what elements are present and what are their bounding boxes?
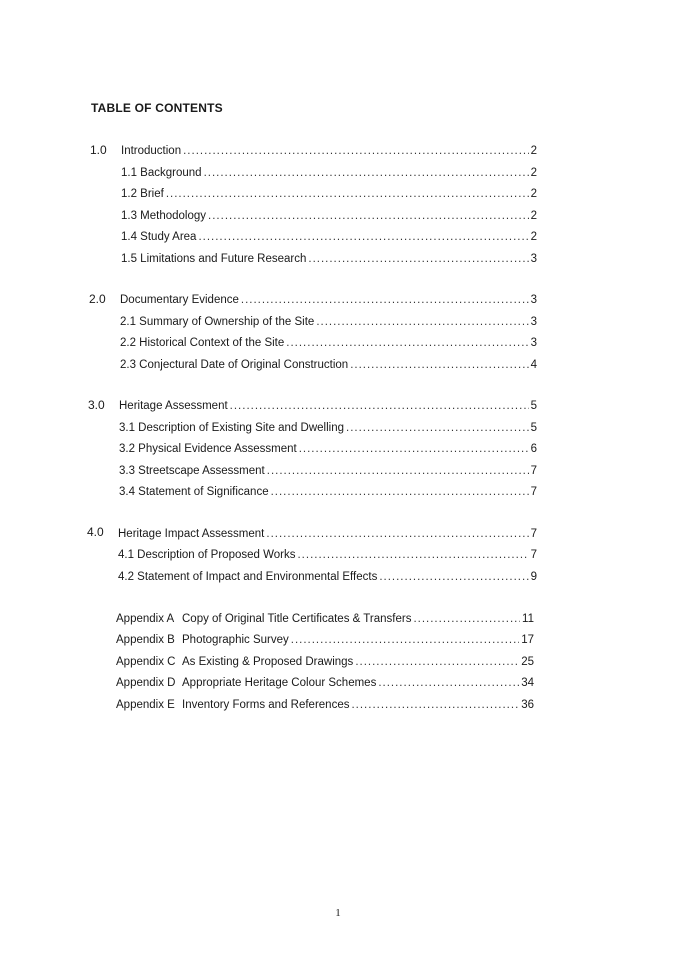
appendix-id: Appendix D bbox=[116, 677, 176, 689]
toc-entry-sub[interactable] bbox=[119, 463, 537, 479]
toc-entry-page: 3 bbox=[530, 253, 537, 265]
leader-dots bbox=[271, 484, 529, 500]
toc-entry-label: 2.1 Summary of Ownership of the Site bbox=[120, 316, 315, 328]
toc-entry-page: 2 bbox=[530, 188, 537, 200]
toc-entry-appendix[interactable] bbox=[116, 611, 534, 627]
toc-entry-label: Appropriate Heritage Colour Schemes bbox=[182, 677, 377, 689]
leader-dots bbox=[166, 186, 529, 202]
leader-dots bbox=[378, 675, 519, 691]
leader-dots bbox=[241, 292, 529, 308]
section-number: 1.0 bbox=[90, 143, 107, 157]
leader-dots bbox=[183, 143, 528, 159]
toc-entry-sub[interactable] bbox=[119, 484, 537, 500]
appendix-id: Appendix A bbox=[116, 613, 175, 625]
toc-entry-sub[interactable] bbox=[121, 208, 537, 224]
toc-entry-section[interactable] bbox=[121, 143, 537, 159]
toc-entry-label: 3.1 Description of Existing Site and Dwelling bbox=[119, 422, 345, 434]
toc-entry-sub[interactable] bbox=[121, 251, 537, 267]
toc-entry-page: 6 bbox=[530, 443, 537, 455]
toc-entry-page: 2 bbox=[530, 167, 537, 179]
toc-entry-page: 7 bbox=[530, 486, 537, 498]
toc-entry-label: Inventory Forms and References bbox=[182, 699, 350, 711]
toc-entry-sub[interactable] bbox=[120, 357, 537, 373]
toc-entry-label: Photographic Survey bbox=[182, 634, 289, 646]
leader-dots bbox=[346, 420, 529, 436]
toc-entry-label: 1.4 Study Area bbox=[121, 231, 197, 243]
toc-entry-page: 4 bbox=[530, 359, 537, 371]
toc-entry-label: Introduction bbox=[121, 145, 182, 157]
toc-entry-page: 25 bbox=[521, 656, 534, 668]
toc-entry-sub[interactable] bbox=[120, 314, 537, 330]
toc-entry-page: 7 bbox=[530, 549, 537, 561]
toc-entry-sub[interactable] bbox=[121, 186, 537, 202]
toc-entry-page: 9 bbox=[530, 571, 537, 583]
section-number: 3.0 bbox=[88, 398, 105, 412]
toc-entry-label: 1.2 Brief bbox=[121, 188, 164, 200]
leader-dots bbox=[413, 611, 520, 627]
appendix-id: Appendix E bbox=[116, 699, 175, 711]
toc-entry-sub[interactable] bbox=[119, 420, 537, 436]
toc-entry-sub[interactable] bbox=[121, 229, 537, 245]
toc-entry-page: 5 bbox=[530, 400, 537, 412]
toc-entry-label: Documentary Evidence bbox=[120, 294, 239, 306]
toc-entry-label: Copy of Original Title Certificates & Transfers bbox=[182, 613, 412, 625]
toc-entry-appendix[interactable] bbox=[116, 654, 534, 670]
toc-entry-label: 4.2 Statement of Impact and Environmental Effects bbox=[118, 571, 378, 583]
leader-dots bbox=[355, 654, 519, 670]
toc-entry-appendix[interactable] bbox=[116, 697, 534, 713]
leader-dots bbox=[266, 526, 528, 542]
toc-entry-label: 1.5 Limitations and Future Research bbox=[121, 253, 307, 265]
leader-dots bbox=[286, 335, 528, 351]
leader-dots bbox=[308, 251, 528, 267]
toc-entry-page: 2 bbox=[530, 231, 537, 243]
appendix-id: Appendix C bbox=[116, 656, 176, 668]
toc-entry-page: 17 bbox=[521, 634, 534, 646]
section-number: 2.0 bbox=[89, 292, 106, 306]
leader-dots bbox=[316, 314, 528, 330]
leader-dots bbox=[299, 441, 529, 457]
leader-dots bbox=[198, 229, 528, 245]
toc-entry-sub[interactable] bbox=[121, 165, 537, 181]
toc-entry-section[interactable] bbox=[118, 526, 537, 542]
leader-dots bbox=[351, 697, 519, 713]
toc-entry-page: 2 bbox=[530, 145, 537, 157]
toc-entry-label: 2.2 Historical Context of the Site bbox=[120, 337, 285, 349]
leader-dots bbox=[204, 165, 529, 181]
toc-entry-label: Heritage Assessment bbox=[119, 400, 228, 412]
toc-entry-appendix[interactable] bbox=[116, 632, 534, 648]
toc-entry-label: 4.1 Description of Proposed Works bbox=[118, 549, 296, 561]
toc-entry-page: 3 bbox=[530, 316, 537, 328]
leader-dots bbox=[230, 398, 529, 414]
page-number: 1 bbox=[335, 907, 341, 919]
toc-title: TABLE OF CONTENTS bbox=[91, 101, 223, 115]
leader-dots bbox=[208, 208, 529, 224]
toc-entry-page: 2 bbox=[530, 210, 537, 222]
toc-entry-section[interactable] bbox=[119, 398, 537, 414]
toc-entry-label: As Existing & Proposed Drawings bbox=[182, 656, 354, 668]
toc-entry-page: 5 bbox=[530, 422, 537, 434]
toc-entry-label: 2.3 Conjectural Date of Original Construction bbox=[120, 359, 349, 371]
toc-entry-sub[interactable] bbox=[120, 335, 537, 351]
toc-entry-label: 1.3 Methodology bbox=[121, 210, 207, 222]
leader-dots bbox=[291, 632, 519, 648]
toc-entry-sub[interactable] bbox=[119, 441, 537, 457]
toc-entry-page: 7 bbox=[530, 528, 537, 540]
toc-entry-label: 3.4 Statement of Significance bbox=[119, 486, 269, 498]
section-number: 4.0 bbox=[87, 525, 104, 539]
toc-entry-label: 1.1 Background bbox=[121, 167, 202, 179]
leader-dots bbox=[297, 547, 528, 563]
leader-dots bbox=[267, 463, 529, 479]
toc-entry-label: 3.2 Physical Evidence Assessment bbox=[119, 443, 297, 455]
toc-entry-page: 11 bbox=[522, 613, 534, 625]
toc-entry-sub[interactable] bbox=[118, 547, 537, 563]
toc-entry-page: 3 bbox=[530, 337, 537, 349]
leader-dots bbox=[379, 569, 528, 585]
toc-entry-appendix[interactable] bbox=[116, 675, 534, 691]
appendix-id: Appendix B bbox=[116, 634, 175, 646]
toc-entry-sub[interactable] bbox=[118, 569, 537, 585]
toc-entry-label: Heritage Impact Assessment bbox=[118, 528, 265, 540]
toc-entry-page: 7 bbox=[530, 465, 537, 477]
toc-entry-page: 3 bbox=[530, 294, 537, 306]
toc-entry-page: 36 bbox=[521, 699, 534, 711]
toc-entry-section[interactable] bbox=[120, 292, 537, 308]
toc-entry-page: 34 bbox=[521, 677, 534, 689]
leader-dots bbox=[350, 357, 528, 373]
toc-entry-label: 3.3 Streetscape Assessment bbox=[119, 465, 265, 477]
